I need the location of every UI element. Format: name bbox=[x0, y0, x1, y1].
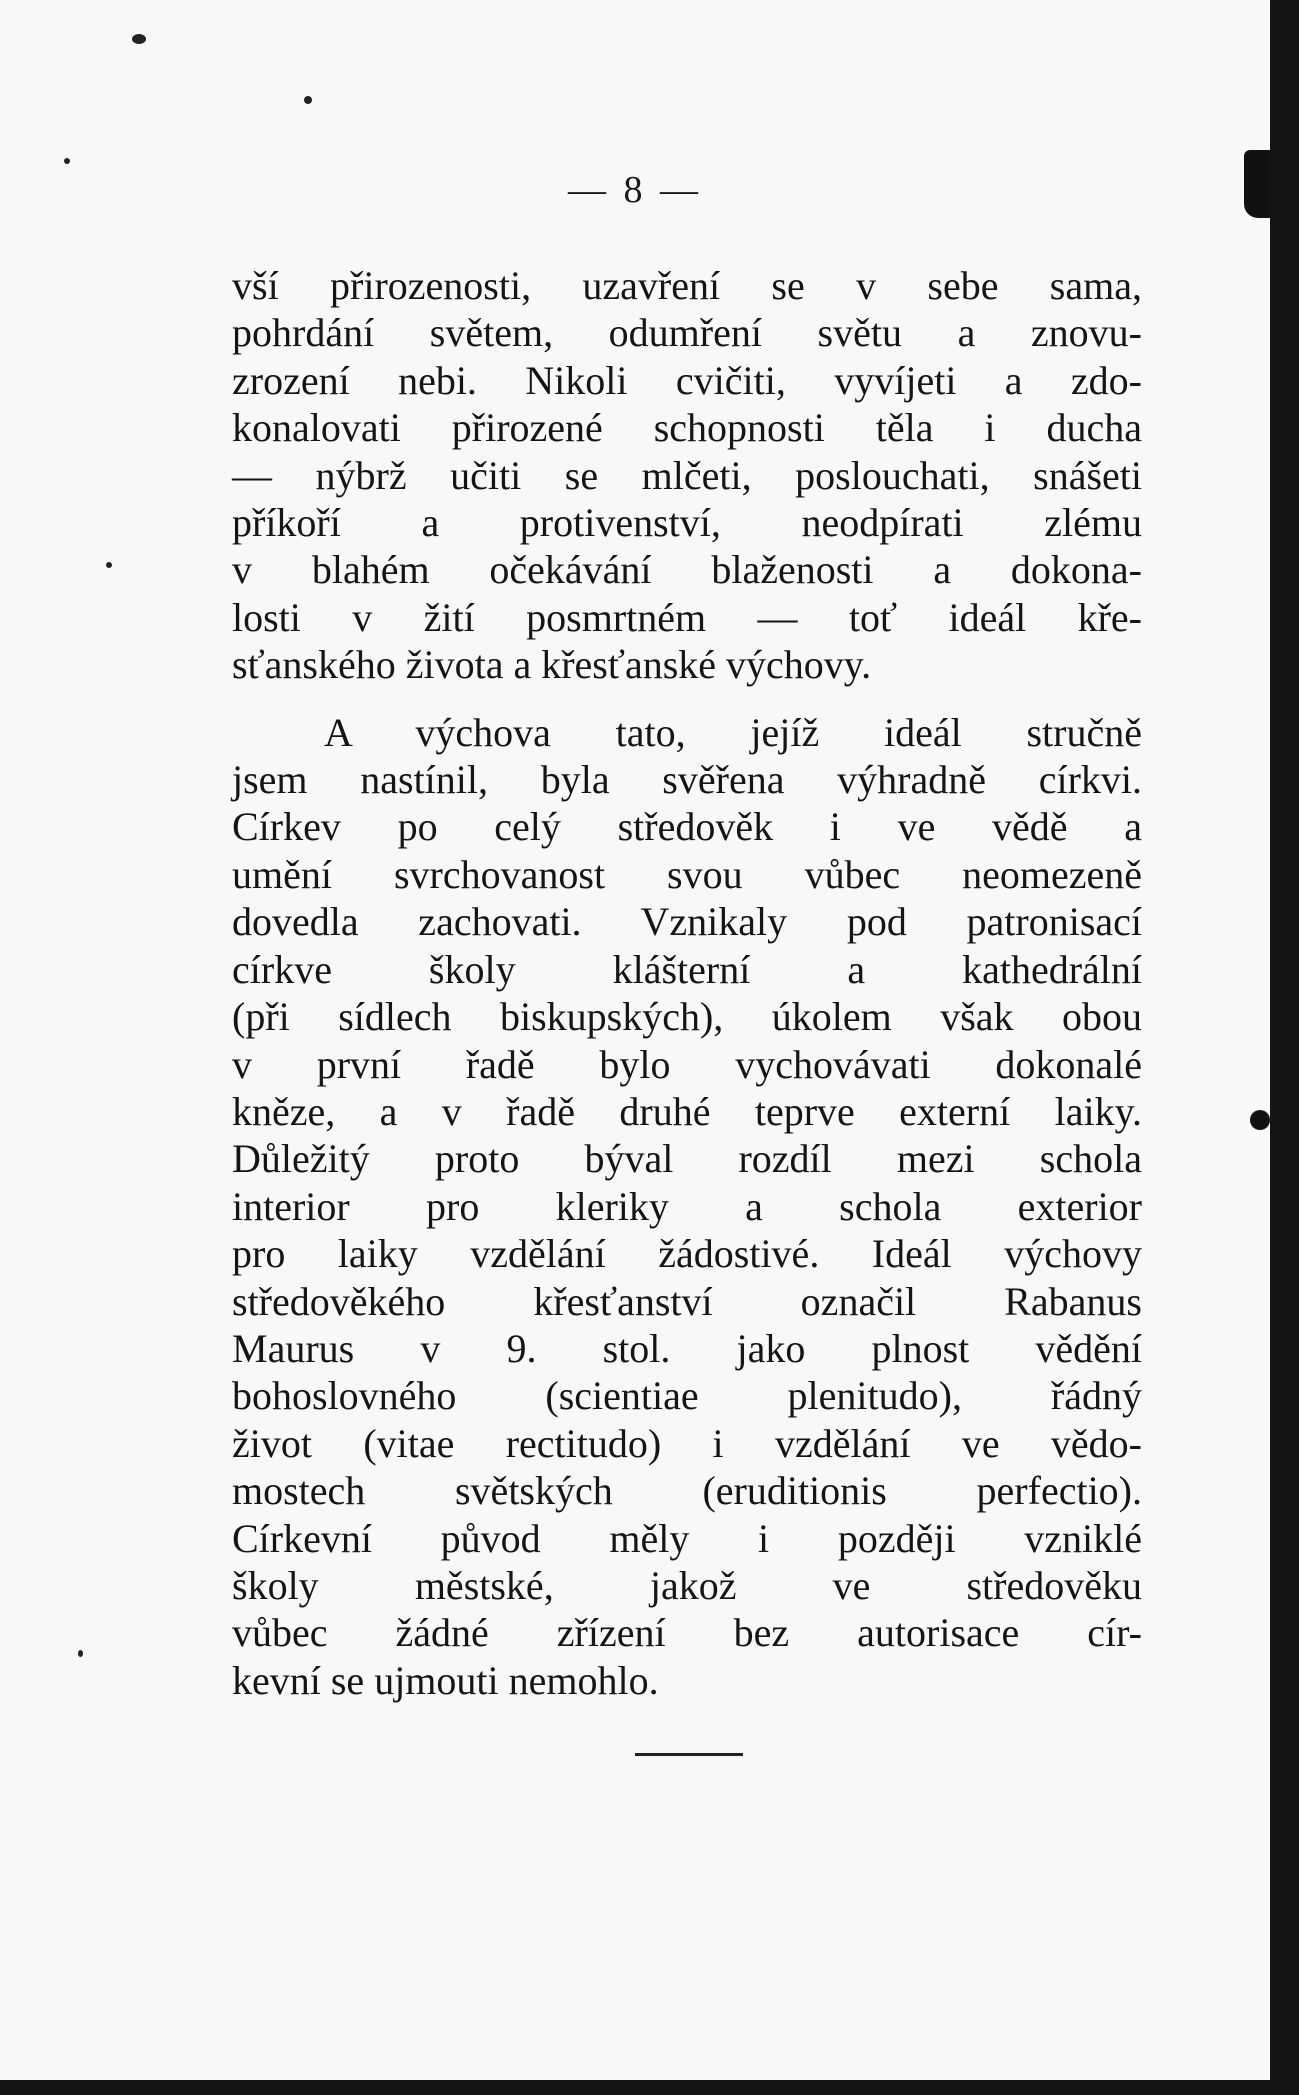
text-line: středověkého křesťanství označil Rabanus bbox=[232, 1278, 1142, 1324]
text-line: Důležitý proto býval rozdíl mezi schola bbox=[232, 1136, 1142, 1182]
text-line: církve školy klášterní a kathedrální bbox=[232, 946, 1142, 992]
text-line: interior pro kleriky a schola exterior bbox=[232, 1183, 1142, 1229]
paragraph bbox=[232, 262, 1142, 689]
scan-speck bbox=[64, 158, 70, 164]
text-line: A výchova tato, jejíž ideál stručně bbox=[324, 709, 1142, 755]
text-line: (při sídlech biskupských), úkolem však obou bbox=[232, 994, 1142, 1040]
text-line: sťanského života a křesťanské výchovy. bbox=[232, 642, 872, 688]
scan-speck bbox=[304, 96, 312, 104]
text-line: kněze, a v řadě druhé teprve externí laiky. bbox=[232, 1088, 1142, 1134]
text-line: život (vitae rectitudo) i vzdělání ve vědo- bbox=[232, 1420, 1142, 1466]
text-line: bohoslovného (scientiae plenitudo), řádný bbox=[232, 1373, 1142, 1419]
text-line: kevní se ujmouti nemohlo. bbox=[232, 1657, 659, 1703]
text-line: mostech světských (eruditionis perfectio). bbox=[232, 1468, 1142, 1514]
end-divider bbox=[635, 1753, 743, 1756]
text-line: — nýbrž učiti se mlčeti, poslouchati, snášeti bbox=[232, 452, 1142, 498]
scan-speck bbox=[78, 1650, 83, 1657]
text-line: Maurus v 9. stol. jako plnost vědění bbox=[232, 1325, 1142, 1371]
text-line: konalovati přirozené schopnosti těla i ducha bbox=[232, 405, 1142, 451]
text-line: zrození nebi. Nikoli cvičiti, vyvíjeti a zdo- bbox=[232, 357, 1142, 403]
page-number: — 8 — bbox=[568, 169, 702, 211]
text-line: vší přirozenosti, uzavření se v sebe sama, bbox=[232, 263, 1142, 308]
scan-speck bbox=[106, 562, 112, 568]
text-line: příkoří a protivenství, neodpírati zlému bbox=[232, 500, 1142, 546]
text-line: v blahém očekávání blaženosti a dokona- bbox=[232, 547, 1142, 593]
text-line: vůbec žádné zřízení bez autorisace cír- bbox=[232, 1610, 1142, 1656]
text-line: v první řadě bylo vychovávati dokonalé bbox=[232, 1041, 1142, 1087]
text-line: Církev po celý středověk i ve vědě a bbox=[232, 804, 1142, 850]
text-line: Církevní původ měly i později vzniklé bbox=[232, 1515, 1142, 1561]
edge-blot bbox=[1250, 1110, 1270, 1130]
scan-speck bbox=[132, 34, 146, 44]
text-line: jsem nastínil, byla svěřena výhradně církvi. bbox=[232, 757, 1142, 803]
text-line: pro laiky vzdělání žádostivé. Ideál výchovy bbox=[232, 1231, 1142, 1277]
text-line: školy městské, jakož ve středověku bbox=[232, 1562, 1142, 1608]
text-line: pohrdání světem, odumření světu a znovu- bbox=[232, 310, 1142, 356]
text-line: dovedla zachovati. Vznikaly pod patronisací bbox=[232, 899, 1142, 945]
text-line: umění svrchovanost svou vůbec neomezeně bbox=[232, 851, 1142, 897]
paragraph bbox=[232, 709, 1142, 1705]
text-line: losti v žití posmrtném — toť ideál kře- bbox=[232, 594, 1142, 640]
body-text bbox=[232, 262, 1142, 1704]
